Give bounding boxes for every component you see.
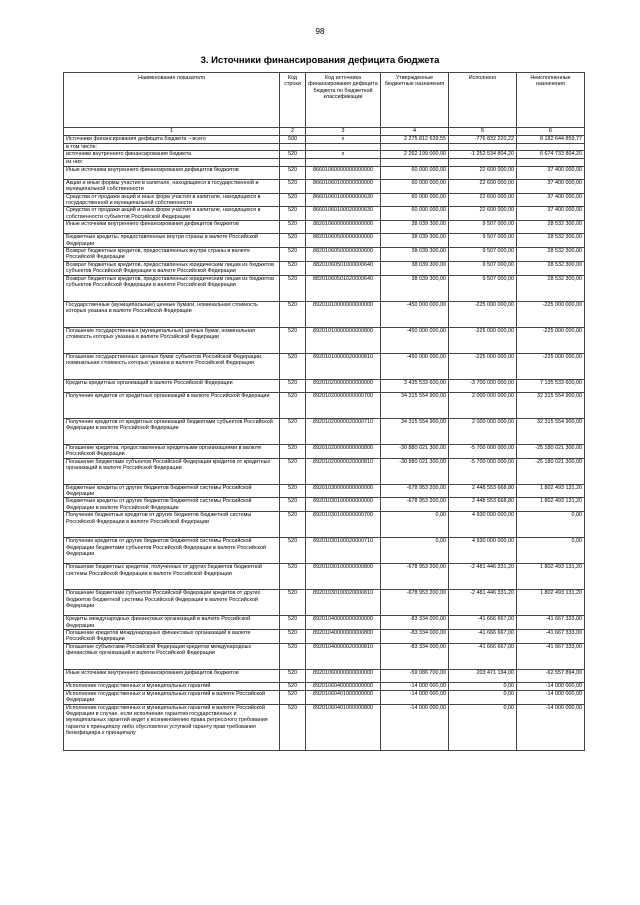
row-name: Погашение бюджетами субъектов Российской Федерации кредитов от кредитных организаций в валюте Российской Федерации [64,458,280,484]
row-name: Источники финансирования дефицита бюджета – всего [64,136,280,144]
row-code: 520 [280,444,306,458]
row-executed: -225 000 000,00 [449,301,517,327]
row-classification-code: 89201060000000000000 [306,669,381,682]
row-name: из них: [64,159,280,166]
row-executed: -776 832 220,22 [449,136,517,144]
row-classification-code: 88201060500000000000 [306,234,381,248]
page-number: 98 [315,27,325,36]
row-code: 520 [280,179,306,193]
table-row [64,275,585,301]
row-classification-code: 89201030000000000000 [306,484,381,498]
row-code: 520 [280,379,306,392]
row-code: 520 [280,151,306,159]
row-executed: -225 000 000,00 [449,327,517,353]
row-approved: 60 000 000,00 [381,193,449,207]
table-row [64,643,585,669]
table-row [64,669,585,682]
row-name: Погашение кредитов международных финансовых организаций в валюте Российской Федерации [64,629,280,643]
row-approved: -83 334 000,00 [381,629,449,643]
row-classification-code: x [306,136,381,144]
row-approved: 38 039 300,00 [381,234,449,248]
row-executed: 9 507 000,00 [449,234,517,248]
table-row [64,179,585,193]
col-header-executed: Исполнено [449,73,517,128]
table-row [64,484,585,498]
row-code: 500 [280,136,306,144]
financing-table [63,72,585,751]
row-name: Исполнение государственных и муниципальных гарантий в валюте Российской Федерации в случае, если исполнение гарантом государственных и муниципальных гарантий ведет к возникновению права регрессного требования гаранта к принципалу либо обусловлено уступкой гаранту прав требования бенефициара к принципалу [64,704,280,750]
row-name: Иные источники внутреннего финансирования дефицитов бюджетов [64,166,280,179]
row-name: Исполнение государственных и муниципальных гарантий в валюте Российской Федерации [64,690,280,704]
row-executed: -225 000 000,00 [449,353,517,379]
row-executed: -5 700 000 000,00 [449,444,517,458]
row-unexecuted: -41 667 333,00 [517,616,585,630]
table-row [64,207,585,221]
col-number: 4 [381,128,449,136]
row-approved: 38 039 300,00 [381,261,449,275]
row-name: Бюджетные кредиты от других бюджетов бюджетной системы Российской Федерации в валюте Российской Федерации [64,498,280,512]
row-executed: 4 930 000 000,00 [449,538,517,564]
table-row [64,690,585,704]
row-approved: 38 039 300,00 [381,221,449,234]
row-unexecuted: -225 000 000,00 [517,353,585,379]
table-row [64,327,585,353]
row-approved: 2 262 199 000,00 [381,151,449,159]
row-approved: -678 953 200,00 [381,564,449,590]
row-unexecuted: -225 000 000,00 [517,327,585,353]
row-name: Возврат бюджетных кредитов, предоставленных внутри страны в валюте Российской Федерации [64,248,280,262]
row-name: в том числе: [64,144,280,151]
table-row [64,392,585,418]
row-executed: 2 448 553 668,80 [449,498,517,512]
table-row [64,458,585,484]
row-approved: -678 953 200,00 [381,498,449,512]
row-approved: 38 039 300,00 [381,275,449,301]
row-code: 520 [280,458,306,484]
col-header-approved: Утвержденные бюджетные назначения [381,73,449,128]
row-unexecuted [517,159,585,166]
row-unexecuted: -14 000 000,00 [517,704,585,750]
table-row [64,704,585,750]
row-name: Возврат бюджетных кредитов, предоставленных юридическим лицам из бюджетов субъектов Российской Федерации в валюте Российской Федерации [64,261,280,275]
row-code: 520 [280,484,306,498]
row-unexecuted [517,144,585,151]
row-classification-code: 88201060501020000640 [306,275,381,301]
row-unexecuted: -41 667 333,00 [517,643,585,669]
row-executed: 22 600 000,00 [449,179,517,193]
row-executed: 9 507 000,00 [449,261,517,275]
row-approved: -30 880 021 300,00 [381,444,449,458]
row-unexecuted: 1 802 493 131,20 [517,590,585,616]
row-code: 520 [280,234,306,248]
table-row [64,353,585,379]
row-executed: 9 507 000,00 [449,248,517,262]
row-name: Исполнение государственных и муниципальных гарантий [64,682,280,690]
row-executed: -3 700 000 000,00 [449,379,517,392]
row-unexecuted: 28 532 300,00 [517,275,585,301]
row-name: источники внутреннего финансирования бюджета [64,151,280,159]
row-unexecuted: 6 674 733 804,20 [517,151,585,159]
row-unexecuted: -14 000 000,00 [517,690,585,704]
table-row [64,151,585,159]
row-unexecuted: 0,00 [517,512,585,538]
row-approved: -83 334 000,00 [381,616,449,630]
row-approved: -14 000 000,00 [381,690,449,704]
table-row [64,629,585,643]
row-unexecuted: -41 667 333,00 [517,629,585,643]
row-classification-code: 86601060100000000000 [306,179,381,193]
table-row [64,418,585,444]
row-name: Погашение субъектами Российской Федерации кредитов международных финансовых организаций в валюте Российской Федерации [64,643,280,669]
row-name: Погашение государственных (муниципальных) ценных бумаг, номинальная стоимость которых указана в валюте Российской Федерации [64,327,280,353]
row-code [280,144,306,151]
section-title: 3. Источники финансирования дефицита бюджета [200,55,440,66]
table-row [64,682,585,690]
row-executed: 0,00 [449,682,517,690]
row-code: 520 [280,418,306,444]
row-classification-code [306,159,381,166]
row-code: 520 [280,690,306,704]
row-code: 520 [280,590,306,616]
row-approved: -450 000 000,00 [381,301,449,327]
row-classification-code: 88201060500000000600 [306,248,381,262]
row-unexecuted: 28 532 300,00 [517,221,585,234]
row-name: Получение кредитов от кредитных организаций бюджетами субъектов Российской Федерации в валюте Российской Федерации [64,418,280,444]
row-classification-code: 89201060401000000800 [306,704,381,750]
col-number: 1 [64,128,280,136]
column-number-row [64,128,585,136]
row-approved: -83 334 000,00 [381,643,449,669]
row-name: Погашение бюджетных кредитов, полученных от других бюджетов бюджетной системы Российской Федерации в валюте Российской Федерации [64,564,280,590]
row-executed: 2 000 000 000,00 [449,418,517,444]
row-executed: -2 481 446 331,20 [449,564,517,590]
row-name: Средства от продажи акций и иных форм участия в капитале, находящихся в государственной и муниципальной собственности [64,193,280,207]
row-code: 520 [280,275,306,301]
row-unexecuted: 37 400 000,00 [517,207,585,221]
row-classification-code: 88201060000000000000 [306,221,381,234]
row-executed: 22 600 000,00 [449,166,517,179]
row-classification-code: 89201010000000000800 [306,327,381,353]
row-executed: -41 666 667,00 [449,629,517,643]
row-approved: 34 315 554 900,00 [381,392,449,418]
row-classification-code: 89201040000020000810 [306,643,381,669]
row-classification-code: 86601060100000000630 [306,193,381,207]
row-name: Акции и иные формы участия в капитале, находящиеся в государственной и муниципальной собственности [64,179,280,193]
row-code: 520 [280,207,306,221]
row-executed: 203 471 194,00 [449,669,517,682]
table-row [64,136,585,144]
row-executed: 4 930 000 000,00 [449,512,517,538]
row-code: 520 [280,261,306,275]
row-name: Погашение бюджетами субъектов Российской Федерации кредитов от других бюджетов бюджетной системы Российской Федерации в валюте Российской Федерации [64,590,280,616]
row-approved: 38 039 300,00 [381,248,449,262]
row-name: Средства от продажи акций и иных форм участия в капитале, находящихся в собственности субъектов Российской Федерации [64,207,280,221]
row-executed: -2 481 446 331,20 [449,590,517,616]
row-executed: 22 600 000,00 [449,193,517,207]
row-approved: 0,00 [381,538,449,564]
row-approved: -678 953 200,00 [381,590,449,616]
row-classification-code: 88201060501000000640 [306,261,381,275]
row-unexecuted: 7 135 533 600,00 [517,379,585,392]
row-executed: 2 000 000 000,00 [449,392,517,418]
row-unexecuted: -14 000 000,00 [517,682,585,690]
row-code: 520 [280,301,306,327]
row-classification-code: 89201030100020000710 [306,538,381,564]
row-classification-code: 86601060100020000630 [306,207,381,221]
row-name: Получение кредитов от других бюджетов бюджетной системы Российской Федерации бюджетами субъектов Российской Федерации в валюте Российской Федерации [64,538,280,564]
row-approved: 3 435 533 600,00 [381,379,449,392]
row-classification-code: 89201040000000000000 [306,616,381,630]
row-classification-code: 89201030100000000000 [306,498,381,512]
row-classification-code: 89201060401000000000 [306,690,381,704]
row-classification-code: 89201020000020000710 [306,418,381,444]
col-number: 5 [449,128,517,136]
row-unexecuted: 0,00 [517,538,585,564]
table-row [64,564,585,590]
row-executed: -41 666 667,00 [449,643,517,669]
row-approved: -14 000 000,00 [381,704,449,750]
row-code: 520 [280,498,306,512]
row-unexecuted: -25 180 021 300,00 [517,458,585,484]
row-name: Иные источники внутреннего финансирования дефицитов бюджетов [64,221,280,234]
row-code: 520 [280,682,306,690]
row-executed: 9 507 000,00 [449,221,517,234]
row-code: 520 [280,704,306,750]
row-unexecuted: -25 180 021 300,00 [517,444,585,458]
col-number: 6 [517,128,585,136]
row-unexecuted: -62 557 894,00 [517,669,585,682]
row-executed: 0,00 [449,704,517,750]
col-header-classification: Код источника финансирования дефицита бюджета по бюджетной классификации [306,73,381,128]
table-row [64,221,585,234]
row-classification-code: 89201020000000000000 [306,379,381,392]
row-name: Погашение кредитов, предоставленных кредитными организациями в валюте Российской Федерации [64,444,280,458]
row-executed [449,144,517,151]
table-row [64,498,585,512]
row-code: 520 [280,353,306,379]
row-unexecuted: 37 400 000,00 [517,166,585,179]
col-header-name: Наименование показателя [64,73,280,128]
row-code: 520 [280,669,306,682]
col-number: 2 [280,128,306,136]
row-name: Кредиты кредитных организаций в валюте Российской Федерации [64,379,280,392]
row-unexecuted: 1 802 493 131,20 [517,484,585,498]
row-approved: 60 000 000,00 [381,207,449,221]
col-number: 3 [306,128,381,136]
row-approved: -450 000 000,00 [381,327,449,353]
table-row [64,538,585,564]
row-executed: -41 666 667,00 [449,616,517,630]
row-name: Получение кредитов от кредитных организаций в валюте Российской Федерации [64,392,280,418]
row-approved [381,159,449,166]
row-code: 520 [280,327,306,353]
row-approved: -450 000 000,00 [381,353,449,379]
row-approved: -14 000 000,00 [381,682,449,690]
row-classification-code: x [306,151,381,159]
row-executed: -1 252 534 804,20 [449,151,517,159]
row-name: Получение бюджетных кредитов от других бюджетов бюджетной системы Российской Федерации в валюте Российской Федерации [64,512,280,538]
row-executed: 0,00 [449,690,517,704]
row-classification-code: 89201030100000000700 [306,512,381,538]
row-approved: 34 315 554 900,00 [381,418,449,444]
row-classification-code: 89201020000020000810 [306,458,381,484]
row-executed: 9 507 000,00 [449,275,517,301]
row-unexecuted: 28 532 300,00 [517,261,585,275]
row-approved: 0,00 [381,512,449,538]
row-classification-code: 89201030100020000810 [306,590,381,616]
row-name: Бюджетные кредиты, предоставленные внутри страны в валюте Российской Федерации [64,234,280,248]
row-unexecuted: 32 315 554 900,00 [517,392,585,418]
row-code: 520 [280,512,306,538]
row-approved [381,144,449,151]
row-approved: -59 086 700,00 [381,669,449,682]
row-unexecuted: 28 532 300,00 [517,234,585,248]
row-unexecuted: 1 802 493 131,20 [517,498,585,512]
row-approved: 60 000 000,00 [381,166,449,179]
row-executed: 22 600 000,00 [449,207,517,221]
row-code: 520 [280,392,306,418]
table-row [64,159,585,166]
table-row [64,234,585,248]
row-classification-code: 89201010000020000810 [306,353,381,379]
table-row [64,261,585,275]
table-row [64,512,585,538]
row-code: 520 [280,564,306,590]
row-classification-code: 89201020000000000700 [306,392,381,418]
col-header-code: Код строки [280,73,306,128]
table-row [64,301,585,327]
row-classification-code: 86601060000000000000 [306,166,381,179]
row-name: Погашение государственных ценных бумаг субъектов Российской Федерации, номинальная стоимость которых указана в валюте Российской Федерации [64,353,280,379]
row-code: 520 [280,166,306,179]
row-approved: -678 953 200,00 [381,484,449,498]
row-name: Государственные (муниципальные) ценные бумаги, номинальная стоимость которых указана в валюте Российской Федерации [64,301,280,327]
row-name: Иные источники внутреннего финансирования дефицитов бюджетов [64,669,280,682]
row-code: 520 [280,538,306,564]
row-classification-code [306,144,381,151]
row-name: Кредиты международных финансовых организаций в валюте Российской Федерации [64,616,280,630]
row-approved: 2 275 812 639,55 [381,136,449,144]
row-unexecuted: -225 000 000,00 [517,301,585,327]
table-row [64,444,585,458]
row-classification-code: 89201010000000000000 [306,301,381,327]
row-executed: 2 448 553 668,80 [449,484,517,498]
row-unexecuted: 37 400 000,00 [517,179,585,193]
table-row [64,616,585,630]
row-name: Бюджетные кредиты от других бюджетов бюджетной системы Российской Федерации [64,484,280,498]
row-classification-code: 89201060400000000000 [306,682,381,690]
row-unexecuted: 37 400 000,00 [517,193,585,207]
row-classification-code: 89201030100000000800 [306,564,381,590]
row-executed [449,159,517,166]
table-row [64,248,585,262]
row-unexecuted: 32 315 554 900,00 [517,418,585,444]
row-approved: -30 880 021 300,00 [381,458,449,484]
row-code: 520 [280,193,306,207]
table-header-row [64,73,585,128]
row-name: Возврат бюджетных кредитов, предоставленных юридическим лицам из бюджетов субъектов Российской Федерации в валюте Российской Федерации [64,275,280,301]
row-classification-code: 89201040000000000800 [306,629,381,643]
table-row [64,144,585,151]
row-approved: 60 000 000,00 [381,179,449,193]
row-code: 520 [280,616,306,630]
row-code: 520 [280,643,306,669]
row-unexecuted: 8 182 644 859,77 [517,136,585,144]
row-unexecuted: 28 532 300,00 [517,248,585,262]
row-code: 520 [280,221,306,234]
row-code: 520 [280,248,306,262]
table-row [64,590,585,616]
row-code: 520 [280,629,306,643]
table-row [64,193,585,207]
row-code [280,159,306,166]
table-row [64,379,585,392]
row-classification-code: 89201020000000000800 [306,444,381,458]
col-header-unexecuted: Неисполненные назначения [517,73,585,128]
row-unexecuted: 1 802 493 131,20 [517,564,585,590]
row-executed: -5 700 000 000,00 [449,458,517,484]
table-row [64,166,585,179]
